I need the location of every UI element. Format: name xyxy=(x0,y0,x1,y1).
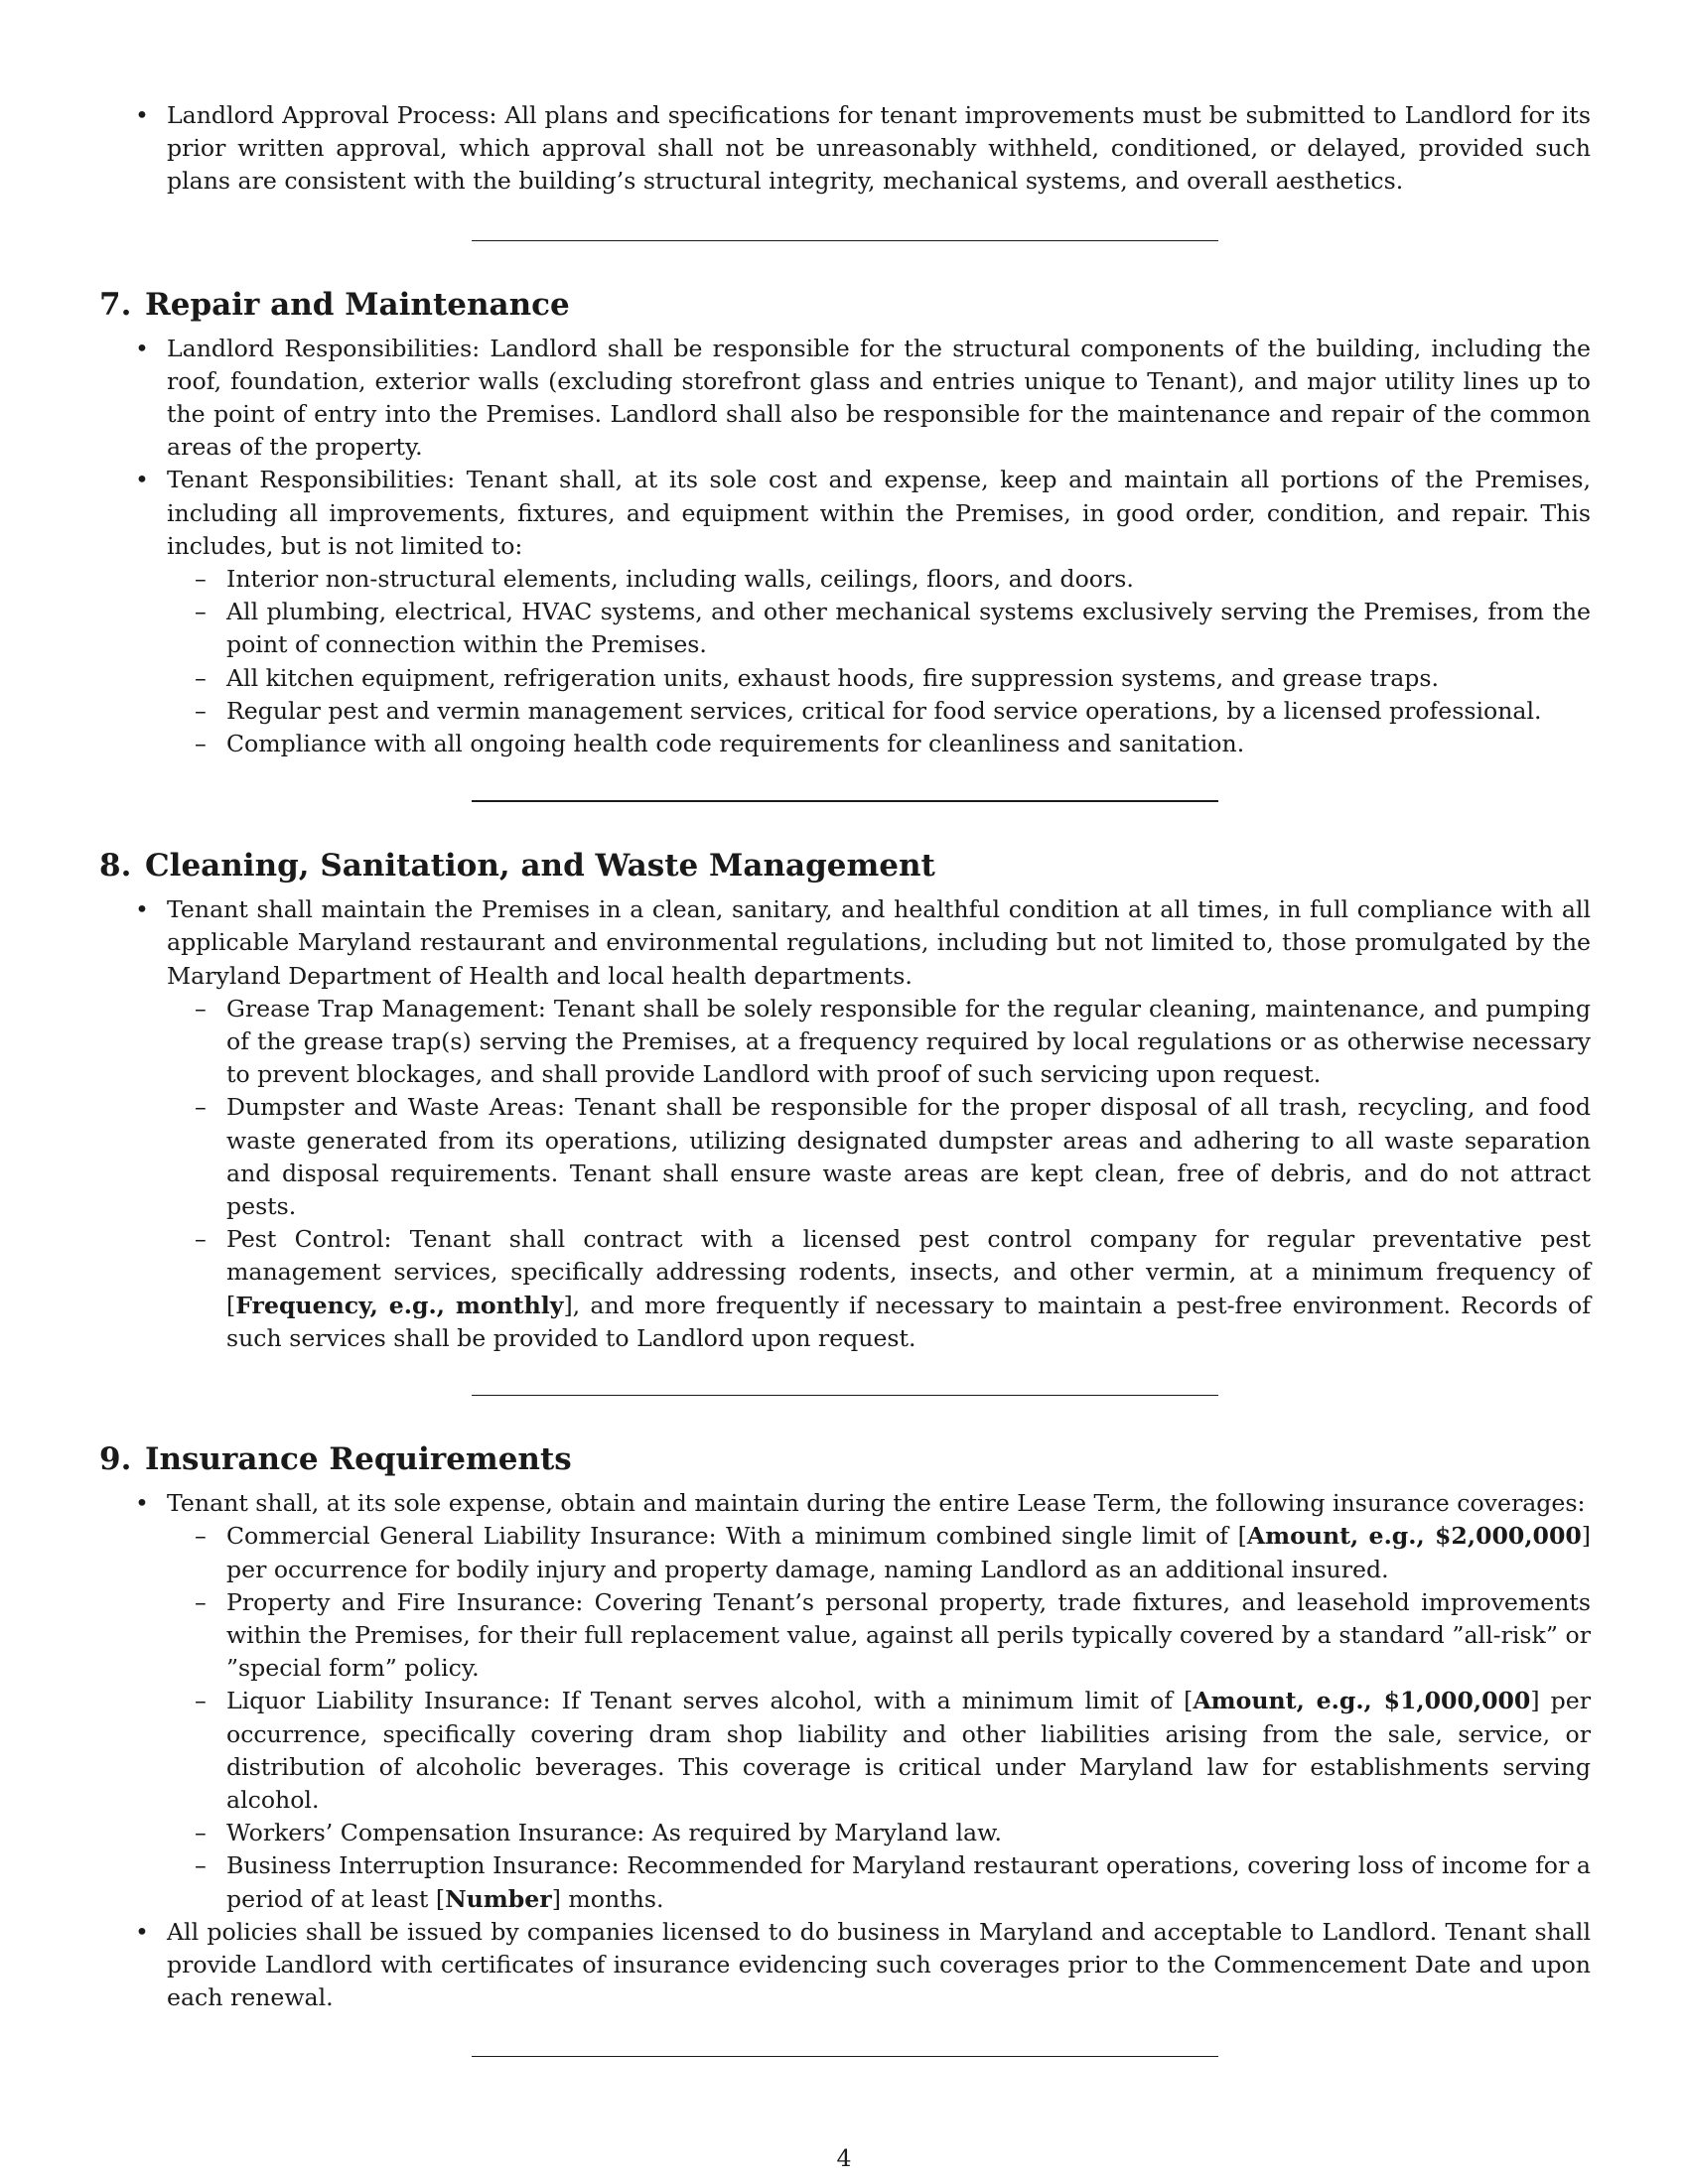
pest-frequency-placeholder: Frequency, e.g., monthly xyxy=(235,1291,564,1319)
liquor-text: Liquor Liability Insurance: If Tenant serves alcohol, with a minimum limit of [ xyxy=(226,1687,1194,1715)
section-8-title: Cleaning, Sanitation, and Waste Management xyxy=(145,848,935,885)
landlord-approval-bullet: • Landlord Approval Process: All plans and specifications for tenant improvements must be submitted to Landlord for its prior written approval, which approval shall not be unreasonably withheld, conditioned, or delayed, provided such plans are consistent with the building’s structural integrity, mechanical systems, and overall aesthetics. xyxy=(99,99,1591,199)
list-item: – Regular pest and vermin management services, critical for food service operations, by a licensed professional. xyxy=(99,695,1591,728)
sanitation-bullet: • Tenant shall maintain the Premises in a clean, sanitary, and healthful condition at all times, in full compliance with all applicable Maryland restaurant and environmental regulations, including but not limited to, those promulgated by the Maryland Department of Health and local health departments. xyxy=(99,893,1591,993)
section-8-heading xyxy=(99,846,1591,886)
property-insurance-item: – Property and Fire Insurance: Covering Tenant’s personal property, trade fixtures, and leasehold improvements within the Premises, for their full replacement value, against all perils typically covered by a standard ”all-risk” or ”special form” policy. xyxy=(99,1586,1591,1686)
pest-control-text-end: ], and more frequently if necessary to maintain a pest-free environment. Records of such services shall be provided to Landlord upon request. xyxy=(226,1291,1591,1352)
section-8-number: 8. xyxy=(99,848,132,885)
section-9-heading xyxy=(99,1439,1591,1479)
landlord-responsibilities-bullet: • Landlord Responsibilities: Landlord shall be responsible for the structural components of the building, including the roof, foundation, exterior walls (excluding storefront glass and entries unique to Tenant), and major utility lines up to the point of entry into the Premises. Landlord shall also be responsible for the maintenance and repair of the common areas of the property. xyxy=(99,333,1591,465)
business-interruption-item xyxy=(99,1849,1591,1915)
section-7-heading xyxy=(99,285,1591,325)
policies-bullet: • All policies shall be issued by companies licensed to do business in Maryland and acceptable to Landlord. Tenant shall provide Landlord with certificates of insurance evidencing such coverages prior to the Commencement Date and upon each renewal. xyxy=(99,1916,1591,2015)
section-divider xyxy=(472,2056,1218,2057)
pest-control-text: Pest Control: Tenant shall contract with a licensed pest control company for regular preventative pest management services, specifically addressing rodents, insects, and other vermin, at a minimum frequency of [ xyxy=(226,1225,1591,1319)
liquor-amount-placeholder: Amount, e.g., $1,000,000 xyxy=(1193,1687,1531,1715)
workers-comp-item: – Workers’ Compensation Insurance: As required by Maryland law. xyxy=(99,1817,1591,1849)
pest-control-item xyxy=(99,1223,1591,1355)
bi-number-placeholder: Number xyxy=(445,1884,552,1913)
bi-text-end: ] months. xyxy=(551,1884,664,1913)
section-7-title: Repair and Maintenance xyxy=(145,286,570,323)
cgl-item xyxy=(99,1520,1591,1585)
tenant-responsibilities-bullet: • Tenant Responsibilities: Tenant shall, at its sole cost and expense, keep and maintain all portions of the Premises, including all improvements, fixtures, and equipment within the Premises, in good order, condition, and repair. This includes, but is not limited to: xyxy=(99,464,1591,563)
list-item: – Compliance with all ongoing health code requirements for cleanliness and sanitation. xyxy=(99,728,1591,760)
section-9-title: Insurance Requirements xyxy=(145,1441,572,1478)
section-7-number: 7. xyxy=(99,286,132,323)
list-item: – All plumbing, electrical, HVAC systems, and other mechanical systems exclusively serving the Premises, from the point of connection within the Premises. xyxy=(99,596,1591,661)
insurance-bullet: • Tenant shall, at its sole expense, obtain and maintain during the entire Lease Term, the following insurance coverages: xyxy=(99,1487,1591,1520)
dumpster-item: – Dumpster and Waste Areas: Tenant shall be responsible for the proper disposal of all trash, recycling, and food waste generated from its operations, utilizing designated dumpster areas and adhering to all waste separation and disposal requirements. Tenant shall ensure waste areas are kept clean, free of debris, and do not attract pests. xyxy=(99,1091,1591,1223)
grease-trap-item: – Grease Trap Management: Tenant shall be solely responsible for the regular cleaning, maintenance, and pumping of the grease trap(s) serving the Premises, at a frequency required by local regulations or as otherwise necessary to prevent blockages, and shall provide Landlord with proof of such servicing upon request. xyxy=(99,993,1591,1092)
list-item: – All kitchen equipment, refrigeration units, exhaust hoods, fire suppression systems, and grease traps. xyxy=(99,662,1591,695)
liquor-text-end: ] per occurrence, specifically covering dram shop liability and other liabilities arising from the sale, service, or distribution of alcoholic beverages. This coverage is critical under Maryland law for establishments serving alcohol. xyxy=(226,1687,1591,1814)
document-page xyxy=(99,99,1591,2057)
bi-text: Business Interruption Insurance: Recommended for Maryland restaurant operations, covering loss of income for a period of at least [ xyxy=(226,1851,1591,1913)
liquor-item xyxy=(99,1685,1591,1817)
page-number: 4 xyxy=(836,2144,852,2172)
cgl-text: Commercial General Liability Insurance: With a minimum combined single limit of [ xyxy=(226,1522,1247,1551)
section-9-number: 9. xyxy=(99,1441,132,1478)
cgl-amount-placeholder: Amount, e.g., $2,000,000 xyxy=(1246,1522,1582,1551)
cgl-text-end: ] per occurrence for bodily injury and property damage, naming Landlord as an additional insured. xyxy=(226,1522,1591,1583)
list-item: – Interior non-structural elements, including walls, ceilings, floors, and doors. xyxy=(99,563,1591,596)
